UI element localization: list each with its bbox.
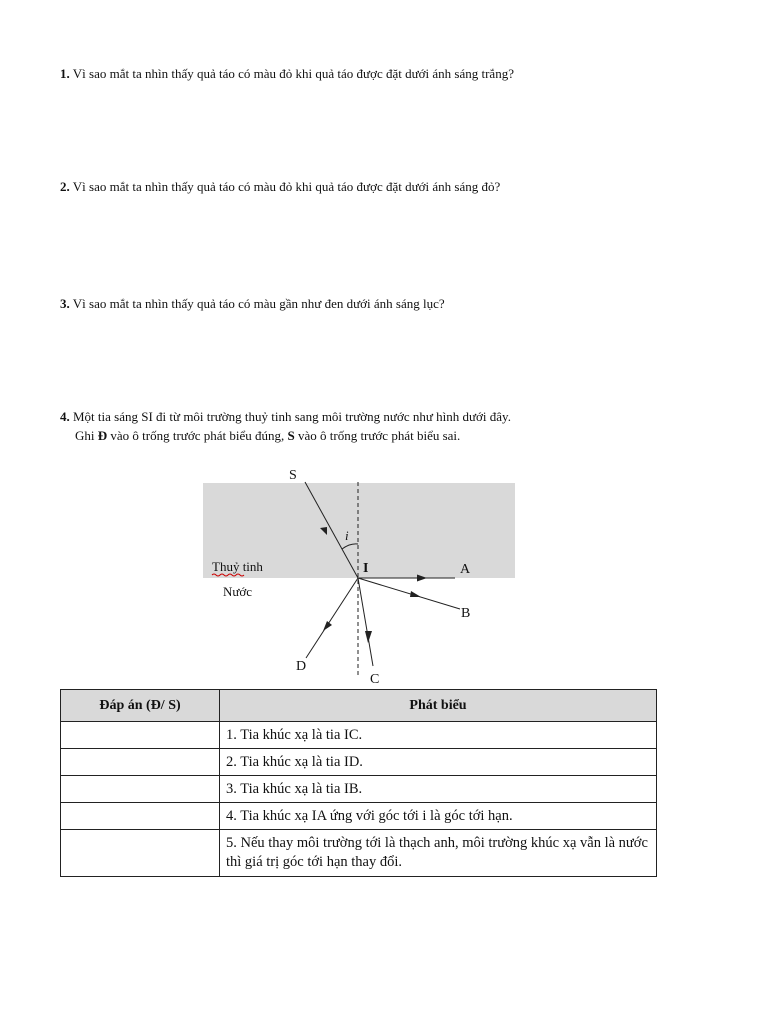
question-1-number: 1. [60,66,70,81]
question-2-text: Vì sao mắt ta nhìn thấy quả táo có màu đỏ khi quả táo được đặt dưới ánh sáng đỏ? [69,179,501,194]
table-row [61,722,657,749]
instruction-true-mark: Đ [97,428,108,443]
instruction-part-3: vào ô trống trước phát biểu sai. [294,428,461,443]
question-2 [60,177,500,196]
question-3 [60,294,445,313]
instruction-false-mark: S [287,428,295,443]
answer-cell[interactable] [61,722,220,749]
header-statement: Phát biểu [220,690,657,722]
question-4-line-2 [60,426,511,445]
table-row [61,830,657,877]
answer-table [60,689,657,877]
ray-id-arrow [323,621,332,631]
instruction-part-2: vào ô trống trước phát biểu đúng, [107,428,288,443]
table-row [61,749,657,776]
question-1-text: Vì sao mắt ta nhìn thấy quả táo có màu đỏ khi quả táo được đặt dưới ánh sáng trắng? [69,66,514,81]
label-glass: Thuỷ tinh [212,559,263,574]
statement-cell: 1. Tia khúc xạ là tia IC. [220,722,657,749]
ray-ib [358,578,460,609]
ray-ib-arrow [410,591,421,597]
label-d: D [296,659,307,674]
question-4-line-1 [60,407,511,426]
question-3-number: 3. [60,296,70,311]
answer-cell[interactable] [61,803,220,830]
question-4 [60,407,511,445]
label-b: B [461,606,471,621]
statement-cell: 2. Tia khúc xạ là tia ID. [220,749,657,776]
question-4-number: 4. [60,409,70,424]
answer-cell[interactable] [61,776,220,803]
statement-cell: 5. Nếu thay môi trường tới là thạch anh, môi trường khúc xạ vẫn là nước thì giá trị góc tới hạn thay đổi. [220,830,657,877]
label-water: Nước [223,584,253,599]
question-4-text: Một tia sáng SI đi từ môi trường thuỷ tinh sang môi trường nước như hình dưới đây. [69,409,511,424]
label-point-i: I [363,561,369,576]
table-row [61,803,657,830]
header-answer: Đáp án (Đ/ S) [61,690,220,722]
statement-cell: 3. Tia khúc xạ là tia IB. [220,776,657,803]
instruction-part-1: Ghi [75,428,98,443]
question-2-number: 2. [60,179,70,194]
table-header-row [61,690,657,722]
label-s: S [289,468,297,483]
label-angle-i: i [345,528,349,543]
table-row [61,776,657,803]
answer-cell[interactable] [61,830,220,877]
label-a: A [460,562,471,577]
question-1 [60,64,514,83]
ray-ic [358,578,373,666]
answer-cell[interactable] [61,749,220,776]
question-3-text: Vì sao mắt ta nhìn thấy quả táo có màu gần như đen dưới ánh sáng lục? [69,296,445,311]
ray-id [306,578,358,658]
label-c: C [370,672,380,687]
statement-cell: 4. Tia khúc xạ IA ứng với góc tới i là góc tới hạn. [220,803,657,830]
refraction-diagram [190,462,530,690]
ray-ic-arrow [365,631,372,643]
